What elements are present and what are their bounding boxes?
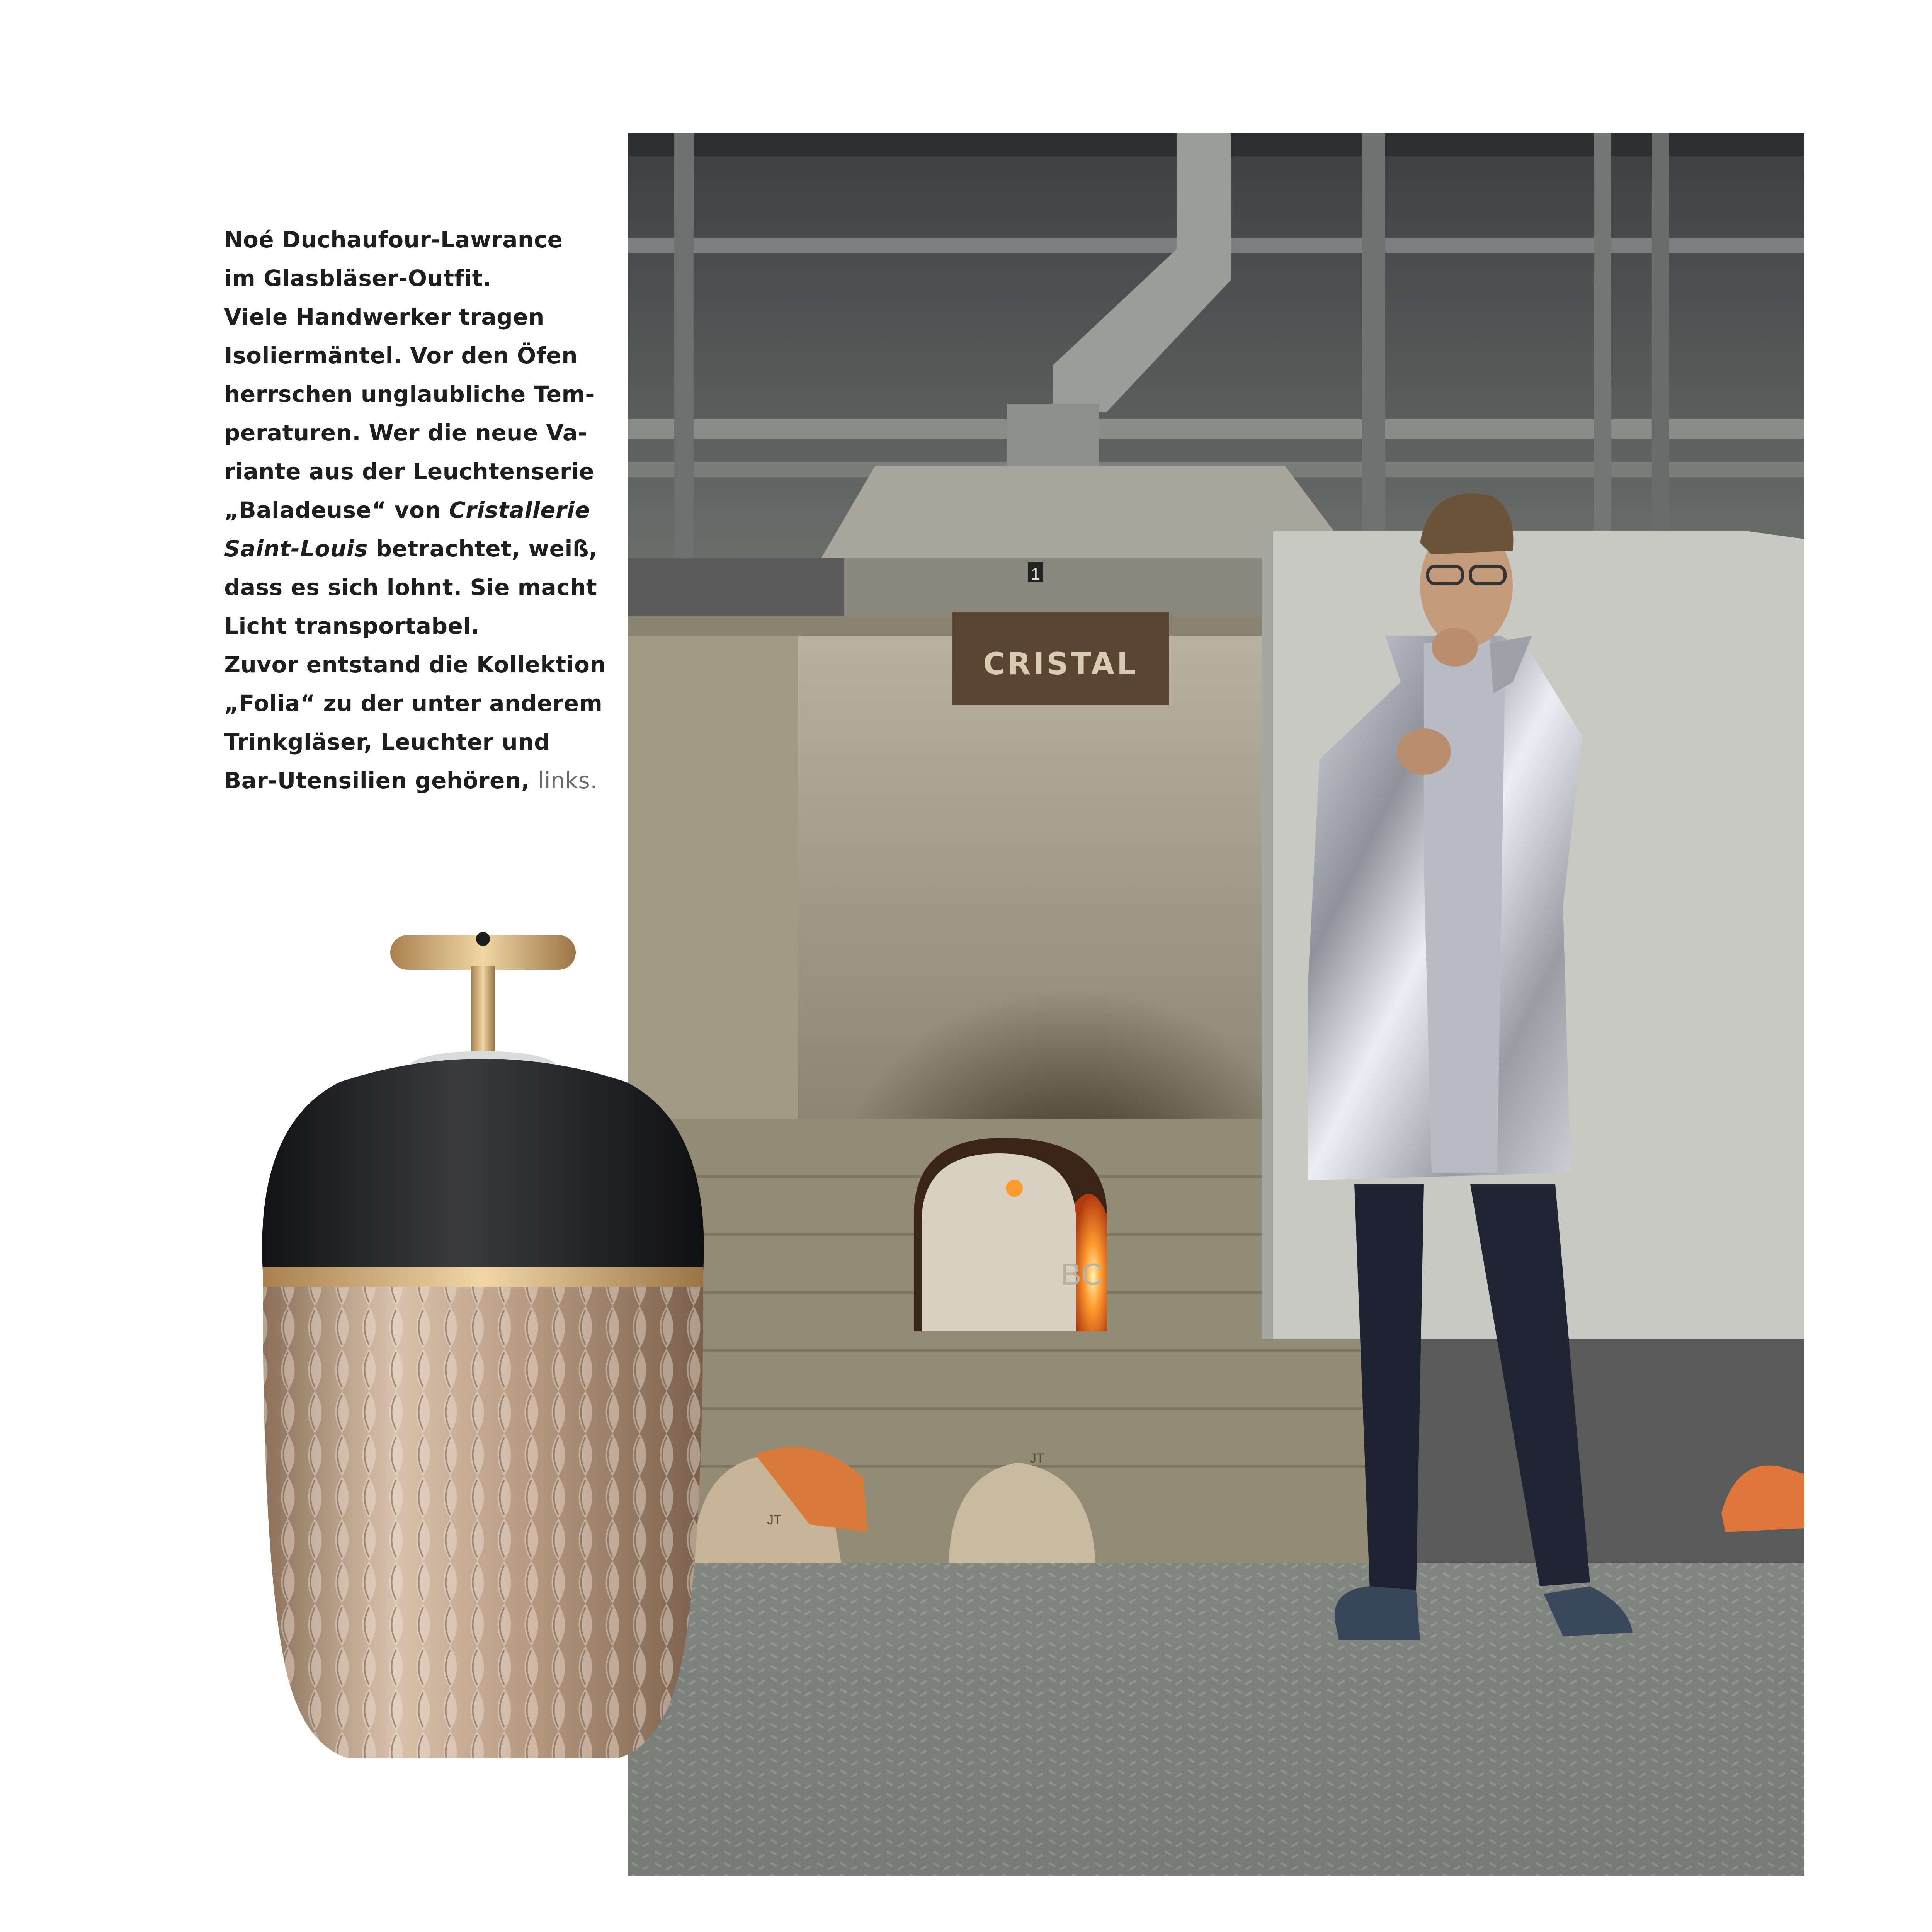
caption-line: Isoliermäntel. Vor den Öfen [224, 342, 578, 369]
caption-brand: Saint-Louis [224, 536, 368, 562]
caption-line: Viele Handwerker tragen [224, 304, 544, 330]
furnace-number: 1 [1031, 565, 1041, 583]
designer-photo [628, 133, 1804, 1876]
caption-text: „Baladeuse“ von [224, 497, 449, 523]
caption-line: herrschen unglaubliche Tem- [224, 381, 595, 407]
block-mark: JT [1030, 1451, 1044, 1466]
caption-line [224, 491, 590, 529]
caption-line [224, 761, 598, 800]
photo-caption [224, 220, 606, 800]
caption-line: „Folia“ zu der unter anderem [224, 690, 603, 716]
furnace-sign: CRISTAL [983, 647, 1138, 682]
caption-line: Zuvor entstand die Kollektion [224, 651, 606, 678]
caption-brand: Cristallerie [449, 497, 590, 523]
arch-mark: BC [1061, 1257, 1104, 1291]
caption-text: Bar-Utensilien gehören, [224, 767, 538, 794]
caption-line: peraturen. Wer die neue Va- [224, 420, 587, 446]
baladeuse-lamp-image [247, 923, 711, 1793]
caption-line: Trinkgläser, Leuchter und [224, 729, 550, 755]
caption-line: Noé Duchaufour-Lawrance [224, 226, 563, 253]
caption-direction: links. [537, 767, 598, 794]
caption-line: dass es sich lohnt. Sie macht [224, 574, 597, 600]
caption-line: im Glasbläser-Outfit. [224, 265, 492, 291]
caption-line: riante aus der Leuchtenserie [224, 458, 595, 485]
block-mark: JT [767, 1513, 782, 1527]
caption-line [224, 529, 598, 568]
caption-line: Licht transportabel. [224, 613, 480, 639]
caption-text: betrachtet, weiß, [367, 536, 598, 562]
